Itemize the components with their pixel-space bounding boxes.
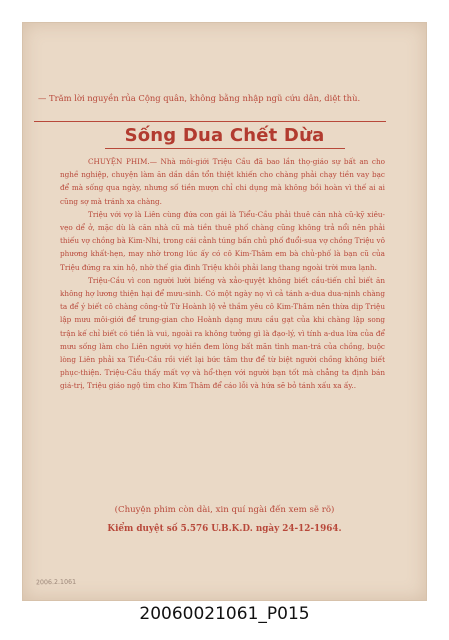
top-slogan: — Trăm lời nguyền rủa Cộng quân, không bằng nhập ngũ cứu dân, diệt thù. [38,93,361,103]
title-divider [105,148,345,149]
synopsis-body [60,155,385,393]
handwritten-number: 2006.2.1061 [35,578,77,587]
catalog-caption: 20060021061_P015 [139,604,310,624]
synopsis-paragraph-2: Triệu với vợ là Liên cùng đứa con gái là Tiểu-Cầu phải thuê căn nhà cũ-kỹ xiêu-vẹo dể ở, mặc dù là căn nhà cũ mà tiền thuê phố chàng cũng không trả nổi nên phải thiếu vợ chồng bà Kim-Nhi, trong cái cảnh túng bấn chủ phố đuổi-sua vợ chồng Triệu vô phương khất-hẹn, may nhờ trong lúc ấy có cô Kim-Thâm em bà chủ-phố là bạn cũ của Triệu đứng ra xin hộ, nhờ thế gia đình Triệu khỏi phải lang thang ngoài trời mưa lạnh. [60,209,385,272]
film-title: Sống Dua Chết Dừa [124,125,325,146]
synopsis-paragraph-3: Triệu-Cầu vì con người lười biếng và xảo-quyệt không biết cầu-tiến chỉ biết ăn không hợ lương thiện hại để mưu-sinh. Có một ngày nọ vì cả tánh a-dua dua-nịnh chàng ta để ý biết cô chàng công-tử Từ Hoành lộ vẻ thầm yêu cô Kim-Thâm nên thừa dịp Triệu lập mưu môi-giới để trung-gian cho Hoành dạng mưu cầu gạt của khi chàng lập song trận kế chỉ biết có tiền là vui, ngoài ra không tưởng gì là đạo-lý, vì tính a-dua lừa của để mưu sống làm cho Liên người vợ hiền đem lòng bất mãn tình man-trá của chồng, buộc lòng Liên phải xa Tiểu-Cầu rồi viết lại bức tâm thư để từ biệt người chồng không biết phục-thiện. Triệu-Cầu thấy mất vợ và hổ-thẹn với người bạn tốt mà chẳng ta định bán giá-trị, Triệu giáo ngộ tìm cho Kim Thâm để cáo lỗi và hứa sẽ bỏ tánh xấu xa ấy.. [60,275,385,391]
censorship-line: Kiểm duyệt số 5.576 U.B.K.D. ngày 24-12-1964. [107,524,342,534]
synopsis-paragraph-1: CHUYỆN PHIM.— Nhà môi-giới Triệu Cầu đã bao lần thọ-giáo sự bất an cho nghề nghiệp, chuyện làm ăn dần dần tổn thiệt khiến cho chàng phải chạy tiền vay bạc để mà sống qua ngày, nhưng số tiền mượn chỉ chi dụng mà không bồi hoàn vì thế ai ai cũng sợ mà tránh xa chàng. [60,157,385,206]
top-divider [34,121,386,122]
closing-note: (Chuyện phim còn dài, xin quí ngài đến xem sẽ rõ) [114,505,335,515]
